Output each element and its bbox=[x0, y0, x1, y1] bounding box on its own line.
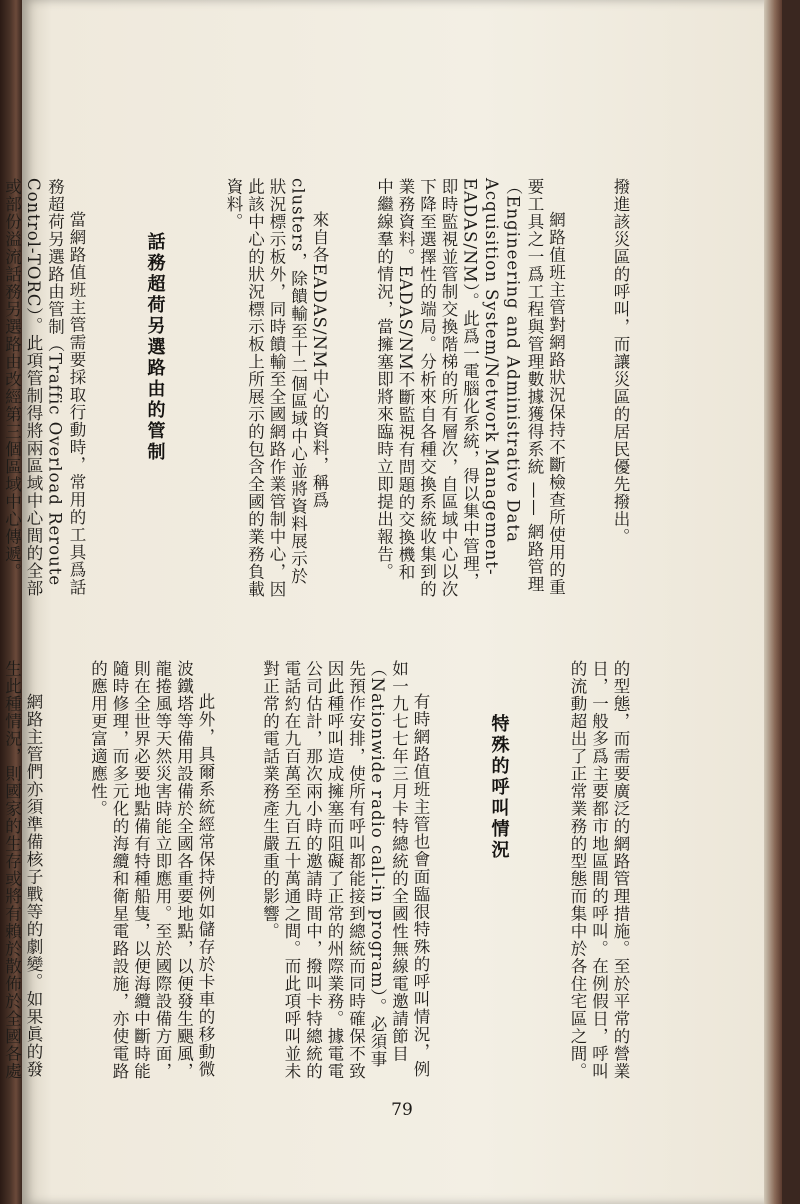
paragraph: 有時網路值班主管也會面臨很特殊的呼叫情況，例如一九七七年三月卡特總統的全國性無線電邀請節目（Nationwide radio call-in program）。必須事先預作安排，使所有呼叫都能接到總統而同時確保不致因此種呼叫造成擁塞而阻礙了正常的州際業務。據電電公司估計，那次兩小時的邀請時間中，撥叫卡特總統的電話約在九百萬至九百五十萬通之間。而此項呼叫並未對正常的電話業務產生嚴重的影響。 bbox=[260, 660, 430, 1080]
section-heading: 話務超荷另選路由的管制 bbox=[144, 232, 166, 463]
upper-text-block bbox=[0, 178, 674, 598]
paragraph: 當網路值班主管需要採取行動時，常用的工具爲話務超荷另選路由管制（Traffic Overload Reroute Control-TORC）。此項管制得將兩區域中心間的全部或部份溢流話務另選路由改經第三個區域中心傳遞。 bbox=[2, 178, 86, 597]
paragraph: 此外，具爾系統經常保持例如儲存於卡車的移動微波鐵塔等備用設備於全國各重要地點，以便發生颶風，龍捲風等天然災害時能立即應用。至於國際設備方面，則在全世界必要地點備有特種船隻，以便海纜中斷時能隨時修理，而多元化的海纜和衛星電路設施，亦使電路的應用更富適應性。 bbox=[88, 660, 215, 1080]
book-page bbox=[2, 0, 782, 1204]
paragraph: 撥進該災區的呼叫，而讓災區的居民優先撥出。 bbox=[611, 178, 630, 546]
paragraph: 網路主管們亦須準備核子戰等的劇變。如果眞的發生此種情況，則國家的生存或將有賴於散佈於全國各處 bbox=[2, 660, 43, 1080]
page-edge bbox=[764, 0, 782, 1204]
page-number: 79 bbox=[391, 1100, 413, 1120]
section-heading: 特殊的呼叫情況 bbox=[488, 714, 510, 861]
lower-text-block bbox=[0, 660, 674, 1080]
paragraph: 網路值班主管對網路狀況保持不斷檢查所使用的重要工具之一爲工程與管理數據獲得系統 —— 網路管理（Engineering and Administrative Data Acquisition System/Network Management-EADAS/NM）。此爲一電腦化系統，得以集中管理，即時監視並管制交換階梯的所有層次，自區域中心以次下降至選擇性的端局。分析來自各種交換系統收集到的業務資料。EADAS/NM不斷監視有問題的交換機和中繼線羣的情況，當擁塞即將來臨時立即提出報告。 bbox=[374, 178, 566, 598]
paragraph: 的型態，而需要廣泛的網路管理措施。至於平常的營業日，一般多爲主要都市地區間的呼叫。在例假日，呼叫的流動超出了正常業務的型態而集中於各住宅區之間。 bbox=[568, 660, 630, 1080]
paragraph: 來自各EADAS/NM中心的資料，稱爲clusters，除饋輸至十二個區域中心並將資料展示於狀況標示板外，同時饋輸至全國網路作業管制中心，因此該中心的狀況標示板上所展示的包含全國的業務負載資料。 bbox=[224, 178, 329, 598]
